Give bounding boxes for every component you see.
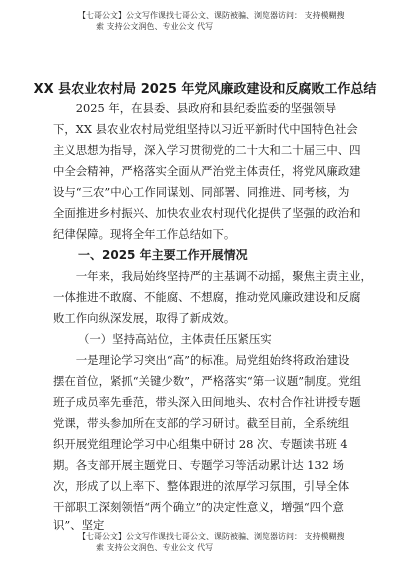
intro-line: 主义思想为指导，深入学习贯彻党的二十大和二十届三中、四 xyxy=(53,143,361,157)
section-heading: 一、2025 年主要工作开展情况 xyxy=(78,248,248,262)
subsection-body-line: 干部职工深刻领悟“两个确立”的决定性意义，增强“四个意 xyxy=(53,500,344,514)
subsection-body-line: 一是理论学习突出“高”的标准。局党组始终将政治建设 xyxy=(53,353,350,367)
subsection-body-line: 期。各支部开展主题党日、专题学习等活动累计达 132 场 xyxy=(53,458,344,472)
section-body-line: 一年来，我局始终坚持严的主基调不动摇，聚焦主责主业， xyxy=(53,269,372,283)
intro-line: 纪律保障。现将全年工作总结如下。 xyxy=(53,227,236,241)
subsection-body-line: 识”、坚定 xyxy=(53,518,105,532)
subsection-body-line: 班子成员率先垂范，带头深入田间地头、农村合作社讲授专题 xyxy=(53,395,361,409)
subsection-body-line: 织开展党组理论学习中心组集中研讨 28 次、专题读书班 4 xyxy=(53,437,348,451)
intro-line: 全面推进乡村振兴、加快农业农村现代化提供了坚强的政治和 xyxy=(53,206,361,220)
top-banner-line-1: 【七哥公文】公文写作课找七哥公文、课防被骗、浏览器访问： 支持模糊搜 xyxy=(78,11,345,20)
bottom-banner-line-2: 索 支持公文润色、专业公文 代写 xyxy=(96,543,214,552)
section-body-line: 一体推进不敢腐、不能腐、不想腐，推动党风廉政建设和反腐 xyxy=(53,290,361,304)
top-banner-line-2: 索 支持公文润色、专业公文 代写 xyxy=(96,22,214,31)
intro-line: 下，XX 县农业农村局党组坚持以习近平新时代中国特色社会 xyxy=(53,122,358,136)
intro-line: 中全会精神，严格落实全面从严治党主体责任，将党风廉政建 xyxy=(53,164,361,178)
subsection-body-line: 次，形成了以上率下、整体跟进的浓厚学习氛围，引导全体 xyxy=(53,479,350,493)
top-promo-banner xyxy=(78,10,378,32)
subsection-body-line: 摆在首位，紧抓“关键少数”，严格落实“第一议题”制度。党组 xyxy=(53,374,362,388)
subsection-body-line: 党课，带头参加所在支部的学习研讨。截至目前，全系统组 xyxy=(53,416,350,430)
bottom-promo-banner xyxy=(78,531,378,553)
document-title: XX 县农业农村局 2025 年党风廉政建设和反腐败工作总结 xyxy=(33,82,377,97)
bottom-banner-line-1: 【七哥公文】公文写作课找七哥公文、课防被骗、浏览器访问： 支持模糊搜 xyxy=(78,532,345,541)
section-body-line: 败工作向纵深发展，取得了新成效。 xyxy=(53,311,236,325)
intro-line: 2025 年，在县委、县政府和县纪委监委的坚强领导 xyxy=(53,101,337,115)
intro-line: 设与“三农”中心工作同谋划、同部署、同推进、同考核，为 xyxy=(53,185,350,199)
subsection-heading: （一）坚持高站位，主体责任压紧压实 xyxy=(78,332,272,346)
